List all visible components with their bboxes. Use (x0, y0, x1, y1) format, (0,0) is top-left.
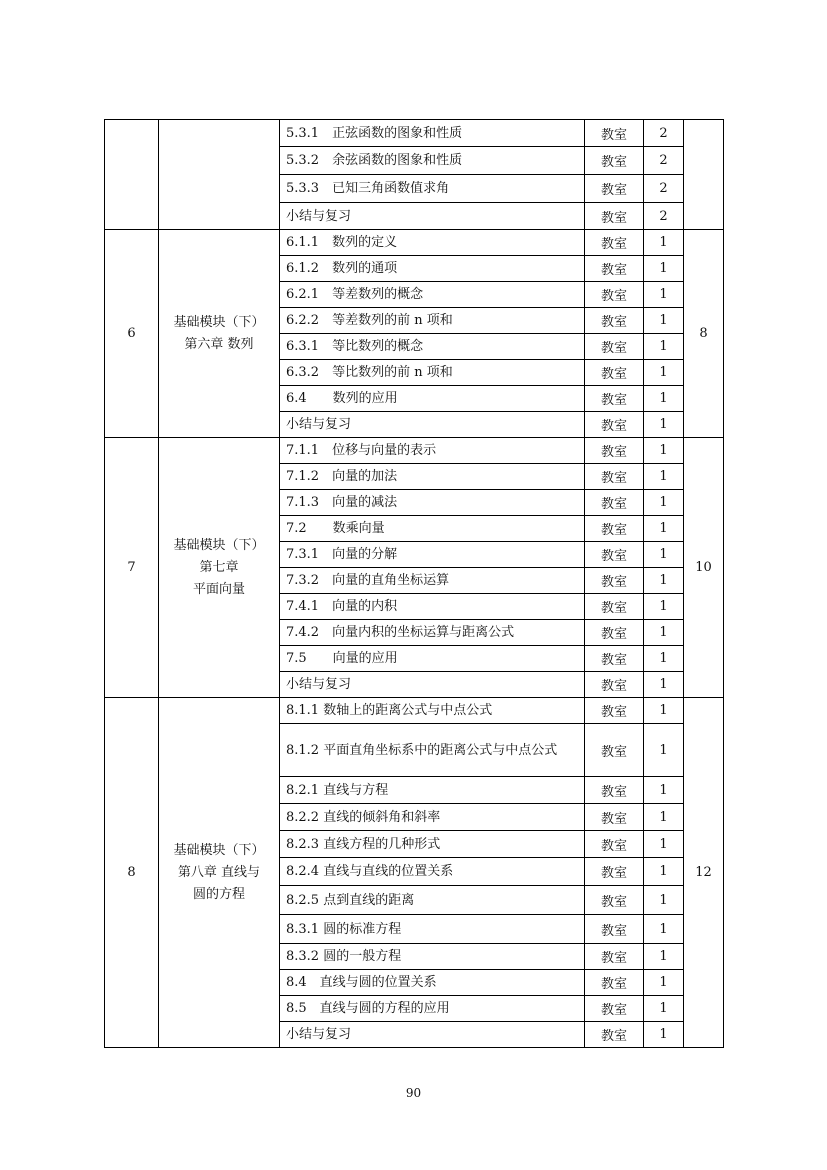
section-title: 6.1.2 数列的通项 (280, 256, 585, 282)
module-title (159, 438, 280, 698)
module-title-line: 第六章 数列 (184, 336, 254, 352)
hours-cell: 1 (644, 568, 684, 594)
section-title: 8.2.2 直线的倾斜角和斜率 (280, 804, 585, 831)
total-hours: 8 (684, 230, 724, 438)
location-cell: 教室 (585, 120, 644, 147)
section-title: 8.2.3 直线方程的几种形式 (280, 831, 585, 858)
section-title: 7.1.2 向量的加法 (280, 464, 585, 490)
location-cell: 教室 (585, 386, 644, 412)
module-title-line: 基础模块（下） (173, 537, 265, 553)
total-hours: 12 (684, 698, 724, 1048)
hours-cell: 1 (644, 282, 684, 308)
schedule-table-body (105, 120, 724, 1048)
module-title-line: 平面向量 (192, 581, 245, 597)
module-title (159, 230, 280, 438)
hours-cell: 1 (644, 858, 684, 886)
location-cell: 教室 (585, 724, 644, 777)
location-cell: 教室 (585, 646, 644, 672)
hours-cell: 1 (644, 944, 684, 970)
module-title-line: 基础模块（下） (173, 842, 265, 858)
module-title-line: 圆的方程 (192, 886, 245, 902)
location-cell: 教室 (585, 203, 644, 230)
hours-cell: 1 (644, 334, 684, 360)
section-title: 6.3.2 等比数列的前 n 项和 (280, 360, 585, 386)
location-cell: 教室 (585, 698, 644, 724)
location-cell: 教室 (585, 886, 644, 915)
location-cell: 教室 (585, 996, 644, 1022)
section-title: 8.3.1 圆的标准方程 (280, 915, 585, 944)
section-title: 小结与复习 (280, 203, 585, 230)
location-cell: 教室 (585, 672, 644, 698)
section-title: 8.2.4 直线与直线的位置关系 (280, 858, 585, 886)
hours-cell: 1 (644, 970, 684, 996)
location-cell: 教室 (585, 464, 644, 490)
location-cell: 教室 (585, 777, 644, 804)
section-title: 6.4 数列的应用 (280, 386, 585, 412)
chapter-number: 6 (105, 230, 159, 438)
hours-cell: 1 (644, 386, 684, 412)
location-cell: 教室 (585, 542, 644, 568)
location-cell: 教室 (585, 858, 644, 886)
hours-cell: 1 (644, 724, 684, 777)
location-cell: 教室 (585, 490, 644, 516)
location-cell: 教室 (585, 360, 644, 386)
hours-cell: 1 (644, 915, 684, 944)
hours-cell: 1 (644, 360, 684, 386)
hours-cell: 2 (644, 147, 684, 175)
location-cell: 教室 (585, 282, 644, 308)
location-cell: 教室 (585, 334, 644, 360)
hours-cell: 1 (644, 777, 684, 804)
section-title: 小结与复习 (280, 412, 585, 438)
module-title-line: 第八章 直线与 (177, 864, 261, 880)
section-title: 7.1.3 向量的减法 (280, 490, 585, 516)
location-cell: 教室 (585, 804, 644, 831)
hours-cell: 1 (644, 308, 684, 334)
module-title (159, 120, 280, 230)
hours-cell: 1 (644, 230, 684, 256)
page-number: 90 (405, 1086, 422, 1100)
location-cell: 教室 (585, 915, 644, 944)
section-title: 8.1.1 数轴上的距离公式与中点公式 (280, 698, 585, 724)
hours-cell: 1 (644, 516, 684, 542)
section-title: 7.2 数乘向量 (280, 516, 585, 542)
chapter-number (105, 120, 159, 230)
section-title: 8.5 直线与圆的方程的应用 (280, 996, 585, 1022)
hours-cell: 1 (644, 698, 684, 724)
location-cell: 教室 (585, 516, 644, 542)
table-row (105, 230, 724, 256)
hours-cell: 1 (644, 256, 684, 282)
section-title: 7.4.2 向量内积的坐标运算与距离公式 (280, 620, 585, 646)
hours-cell: 2 (644, 120, 684, 147)
section-title: 7.3.2 向量的直角坐标运算 (280, 568, 585, 594)
section-title: 8.2.5 点到直线的距离 (280, 886, 585, 915)
location-cell: 教室 (585, 438, 644, 464)
section-title: 7.3.1 向量的分解 (280, 542, 585, 568)
hours-cell: 1 (644, 1022, 684, 1048)
section-title: 5.3.3 已知三角函数值求角 (280, 175, 585, 203)
section-title: 8.2.1 直线与方程 (280, 777, 585, 804)
table-row (105, 698, 724, 724)
location-cell: 教室 (585, 620, 644, 646)
module-title-line: 基础模块（下） (173, 314, 265, 330)
section-title: 8.3.2 圆的一般方程 (280, 944, 585, 970)
location-cell: 教室 (585, 308, 644, 334)
location-cell: 教室 (585, 412, 644, 438)
section-title: 7.5 向量的应用 (280, 646, 585, 672)
hours-cell: 1 (644, 438, 684, 464)
table-row (105, 438, 724, 464)
location-cell: 教室 (585, 230, 644, 256)
section-title: 小结与复习 (280, 672, 585, 698)
section-title: 6.2.1 等差数列的概念 (280, 282, 585, 308)
chapter-number: 8 (105, 698, 159, 1048)
hours-cell: 2 (644, 175, 684, 203)
section-title: 小结与复习 (280, 1022, 585, 1048)
hours-cell: 2 (644, 203, 684, 230)
section-title: 5.3.1 正弦函数的图象和性质 (280, 120, 585, 147)
location-cell: 教室 (585, 970, 644, 996)
table-row (105, 120, 724, 147)
section-title: 5.3.2 余弦函数的图象和性质 (280, 147, 585, 175)
module-title-line: 第七章 (199, 559, 239, 575)
section-title: 7.4.1 向量的内积 (280, 594, 585, 620)
total-hours: 10 (684, 438, 724, 698)
location-cell: 教室 (585, 1022, 644, 1048)
section-title: 6.1.1 数列的定义 (280, 230, 585, 256)
location-cell: 教室 (585, 831, 644, 858)
location-cell: 教室 (585, 147, 644, 175)
hours-cell: 1 (644, 594, 684, 620)
hours-cell: 1 (644, 542, 684, 568)
hours-cell: 1 (644, 646, 684, 672)
hours-cell: 1 (644, 886, 684, 915)
section-title: 6.3.1 等比数列的概念 (280, 334, 585, 360)
location-cell: 教室 (585, 944, 644, 970)
section-title: 6.2.2 等差数列的前 n 项和 (280, 308, 585, 334)
hours-cell: 1 (644, 490, 684, 516)
section-title: 8.1.2 平面直角坐标系中的距离公式与中点公式 (280, 724, 585, 777)
chapter-number: 7 (105, 438, 159, 698)
location-cell: 教室 (585, 594, 644, 620)
hours-cell: 1 (644, 672, 684, 698)
section-title: 8.4 直线与圆的位置关系 (280, 970, 585, 996)
section-title: 7.1.1 位移与向量的表示 (280, 438, 585, 464)
schedule-table (104, 119, 724, 1048)
module-title (159, 698, 280, 1048)
location-cell: 教室 (585, 256, 644, 282)
hours-cell: 1 (644, 412, 684, 438)
hours-cell: 1 (644, 804, 684, 831)
location-cell: 教室 (585, 568, 644, 594)
location-cell: 教室 (585, 175, 644, 203)
total-hours (684, 120, 724, 230)
hours-cell: 1 (644, 620, 684, 646)
hours-cell: 1 (644, 464, 684, 490)
hours-cell: 1 (644, 996, 684, 1022)
hours-cell: 1 (644, 831, 684, 858)
